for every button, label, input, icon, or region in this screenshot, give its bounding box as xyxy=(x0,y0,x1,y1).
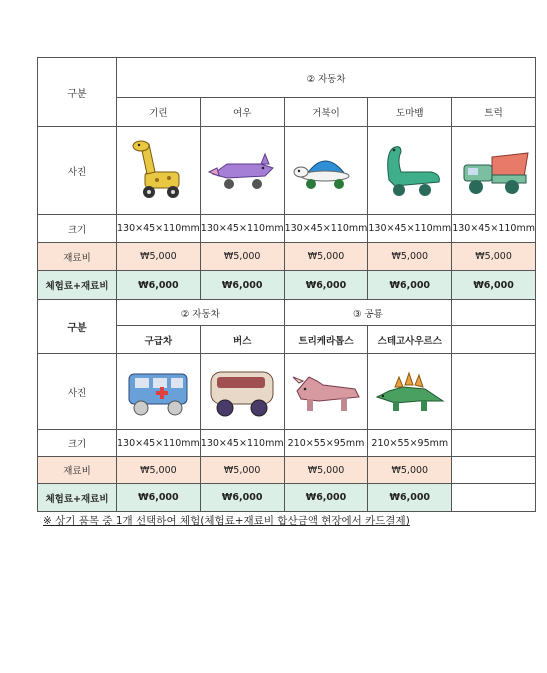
total-price: ₩6,000 xyxy=(200,484,284,512)
dinosaur-toy-image xyxy=(368,127,452,215)
total-price: ₩6,000 xyxy=(117,484,201,512)
item-name: 구급차 xyxy=(117,326,201,354)
item-size: 130×45×110mm xyxy=(368,215,452,243)
row-label-photo: 사진 xyxy=(38,354,117,430)
item-size: 130×45×110mm xyxy=(117,215,201,243)
material-price: ₩5,000 xyxy=(117,243,201,271)
stegosaurus-toy-image xyxy=(368,354,452,430)
item-size: 130×45×110mm xyxy=(284,215,368,243)
row-label-size: 크기 xyxy=(38,430,117,457)
ambulance-toy-image xyxy=(117,354,201,430)
row-label-total: 체험료+재료비 xyxy=(38,484,117,512)
total-price: ₩6,000 xyxy=(368,271,452,300)
total-price: ₩6,000 xyxy=(117,271,201,300)
turtle-toy-image xyxy=(284,127,368,215)
item-size: 130×45×110mm xyxy=(200,215,284,243)
total-price: ₩6,000 xyxy=(368,484,452,512)
material-price: ₩5,000 xyxy=(368,243,452,271)
category-header: 구분 xyxy=(38,58,117,127)
material-price: ₩5,000 xyxy=(368,457,452,484)
material-price: ₩5,000 xyxy=(452,243,536,271)
empty-cell xyxy=(452,430,536,457)
product-price-table xyxy=(37,57,536,512)
material-price: ₩5,000 xyxy=(200,243,284,271)
material-price: ₩5,000 xyxy=(284,243,368,271)
item-name: 트리케라톱스 xyxy=(284,326,368,354)
empty-cell xyxy=(452,484,536,512)
fox-toy-image xyxy=(200,127,284,215)
total-price: ₩6,000 xyxy=(284,484,368,512)
footnote: ※ 상기 품목 중 1개 선택하여 체험(체험료+재료비 합산금액 현장에서 카드결제) xyxy=(43,515,410,527)
item-name: 기린 xyxy=(117,98,201,127)
row-label-photo: 사진 xyxy=(38,127,117,215)
item-size: 130×45×110mm xyxy=(200,430,284,457)
material-price: ₩5,000 xyxy=(117,457,201,484)
empty-cell xyxy=(452,326,536,354)
row-label-material: 재료비 xyxy=(38,243,117,271)
category-header: 구분 xyxy=(38,300,117,354)
empty-cell xyxy=(452,300,536,326)
row-label-material: 재료비 xyxy=(38,457,117,484)
triceratops-toy-image xyxy=(284,354,368,430)
item-size: 130×45×110mm xyxy=(117,430,201,457)
item-size: 210×55×95mm xyxy=(284,430,368,457)
total-price: ₩6,000 xyxy=(284,271,368,300)
material-price: ₩5,000 xyxy=(284,457,368,484)
group-header-dinosaur: ③ 공룡 xyxy=(284,300,452,326)
group-header-car: ② 자동차 xyxy=(117,300,285,326)
row-label-size: 크기 xyxy=(38,215,117,243)
total-price: ₩6,000 xyxy=(200,271,284,300)
item-size: 210×55×95mm xyxy=(368,430,452,457)
row-label-total: 체험료+재료비 xyxy=(38,271,117,300)
total-price: ₩6,000 xyxy=(452,271,536,300)
empty-cell xyxy=(452,354,536,430)
bus-toy-image xyxy=(200,354,284,430)
empty-cell xyxy=(452,457,536,484)
item-name: 스테고사우르스 xyxy=(368,326,452,354)
giraffe-toy-image xyxy=(117,127,201,215)
item-size: 130×45×110mm xyxy=(452,215,536,243)
truck-toy-image xyxy=(452,127,536,215)
item-name: 거북이 xyxy=(284,98,368,127)
material-price: ₩5,000 xyxy=(200,457,284,484)
item-name: 트럭 xyxy=(452,98,536,127)
item-name: 여우 xyxy=(200,98,284,127)
item-name: 도마뱀 xyxy=(368,98,452,127)
group-header-car: ② 자동차 xyxy=(117,58,536,98)
item-name: 버스 xyxy=(200,326,284,354)
